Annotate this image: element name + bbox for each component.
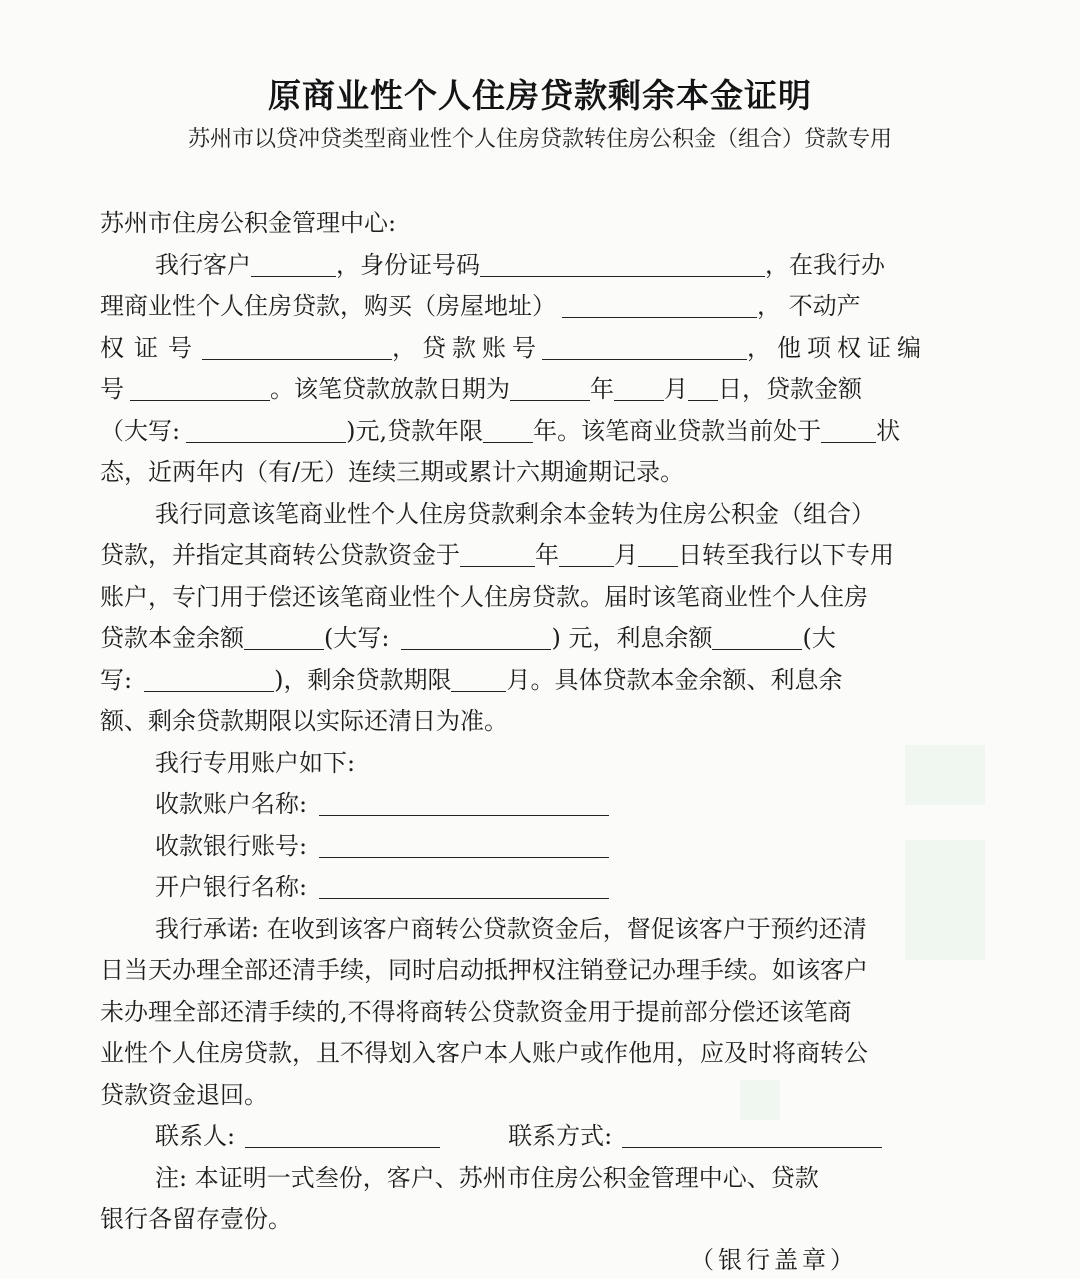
paragraph-1-line-4 [100, 369, 970, 410]
text: (大写: [324, 624, 390, 652]
loan-day-blank[interactable] [688, 376, 718, 401]
text: （大写: [100, 417, 181, 445]
loan-month-blank[interactable] [614, 376, 664, 401]
id-number-blank[interactable] [480, 252, 765, 277]
text: 我行客户 [155, 251, 251, 279]
paragraph-1-line-3 [100, 328, 970, 369]
text: 月。具体贷款本金余额、利息余 [506, 666, 843, 694]
contact-method-label: 联系方式: [508, 1122, 613, 1150]
loan-account-blank[interactable] [542, 335, 747, 360]
contact-method-blank[interactable] [622, 1123, 882, 1148]
paragraph-2-line-2 [100, 535, 970, 576]
principal-balance-blank[interactable] [244, 625, 324, 650]
text: ，他项权证编 [747, 334, 927, 362]
account-name-label: 收款账户名称: [155, 790, 308, 818]
paragraph-1-line-6: 态，近两年内（有/无）连续三期或累计六期逾期记录。 [100, 458, 685, 486]
text: )元,贷款年限 [346, 417, 484, 445]
transfer-day-blank[interactable] [638, 542, 678, 567]
bank-name-label: 开户银行名称: [155, 873, 308, 901]
loan-amount-blank[interactable] [186, 418, 346, 443]
transfer-month-blank[interactable] [559, 542, 614, 567]
text: 。该笔贷款放款日期为 [270, 375, 510, 403]
interest-balance-blank[interactable] [712, 625, 802, 650]
house-address-blank[interactable] [562, 293, 757, 318]
addressee: 苏州市住房公积金管理中心: [100, 209, 397, 237]
text: )，剩余贷款期限 [274, 666, 452, 694]
paragraph-2-line-4 [100, 618, 970, 659]
account-name-row [155, 784, 970, 825]
note-line-2: 银行各留存壹份。 [100, 1205, 292, 1233]
text: 权证号 [100, 334, 202, 362]
paragraph-3-line-3: 未办理全部还清手续的,不得将商转公贷款资金用于提前部分偿还该笔商 [100, 998, 852, 1026]
paragraph-3-line-2: 日当天办理全部还清手续，同时启动抵押权注销登记办理手续。如该客户 [100, 956, 868, 984]
text: 理商业性个人住房贷款，购买（房屋地址） [100, 292, 556, 320]
text: 年 [535, 541, 559, 569]
text: ，在我行办 [765, 251, 885, 279]
transfer-year-blank[interactable] [460, 542, 535, 567]
paragraph-2-line-3: 账户，专门用于偿还该笔商业性个人住房贷款。届时该笔商业性个人住房 [100, 583, 868, 611]
account-number-row [155, 826, 970, 867]
property-cert-blank[interactable] [202, 335, 392, 360]
text: 月 [614, 541, 638, 569]
contact-person-label: 联系人: [155, 1122, 236, 1150]
paragraph-3-line-5: 贷款资金退回。 [100, 1081, 268, 1109]
paragraph-2-line-5 [100, 660, 970, 701]
account-intro: 我行专用账户如下: [155, 749, 356, 777]
text: 状 [876, 417, 901, 445]
text: 年 [590, 375, 614, 403]
principal-uppercase-blank[interactable] [401, 625, 551, 650]
account-number-label: 收款银行账号: [155, 832, 308, 860]
paragraph-1-line-2 [100, 286, 970, 327]
text: 写: [100, 666, 133, 694]
text: 年。该笔商业贷款当前处于 [533, 417, 822, 445]
paragraph-2-line-6: 额、剩余贷款期限以实际还清日为准。 [100, 707, 508, 735]
text: 贷款本金余额 [100, 624, 244, 652]
bank-seal-label: （银行盖章） [690, 1246, 858, 1274]
note-line-1: 注: 本证明一式叁份，客户、苏州市住房公积金管理中心、贷款 [155, 1164, 819, 1192]
bank-name-blank[interactable] [319, 874, 609, 899]
text: ，贷款账号 [392, 334, 542, 362]
contact-person-blank[interactable] [245, 1123, 440, 1148]
loan-status-blank[interactable] [821, 418, 876, 443]
bank-name-row [155, 867, 970, 908]
customer-name-blank[interactable] [251, 252, 336, 277]
paragraph-1-line-1 [155, 245, 970, 286]
interest-uppercase-blank[interactable] [144, 667, 274, 692]
paragraph-3-line-4: 业性个人住房贷款，且不得划入客户本人账户或作他用，应及时将商转公 [100, 1039, 868, 1067]
text: ) 元，利息余额 [551, 624, 713, 652]
remaining-term-blank[interactable] [451, 667, 506, 692]
text: ， 不动产 [757, 292, 861, 320]
text: (大 [802, 624, 836, 652]
text: 号 [100, 375, 124, 403]
text: 贷款，并指定其商转公贷款资金于 [100, 541, 460, 569]
contact-row [155, 1116, 970, 1157]
text: 日转至我行以下专用 [678, 541, 894, 569]
paragraph-1-line-5 [100, 411, 970, 452]
loan-term-blank[interactable] [483, 418, 533, 443]
account-name-blank[interactable] [319, 791, 609, 816]
account-number-blank[interactable] [319, 833, 609, 858]
mortgage-cert-blank[interactable] [130, 376, 270, 401]
loan-year-blank[interactable] [510, 376, 590, 401]
text: 日，贷款金额 [718, 375, 862, 403]
paragraph-2-line-1: 我行同意该笔商业性个人住房贷款剩余本金转为住房公积金（组合） [155, 500, 875, 528]
text: 月 [664, 375, 688, 403]
text: ，身份证号码 [336, 251, 480, 279]
document-subtitle: 苏州市以贷冲贷类型商业性个人住房贷款转住房公积金（组合）贷款专用 [187, 127, 892, 152]
document-title: 原商业性个人住房贷款剩余本金证明 [268, 76, 812, 115]
paragraph-3-line-1: 我行承诺: 在收到该客户商转公贷款资金后，督促该客户于预约还清 [155, 915, 867, 943]
